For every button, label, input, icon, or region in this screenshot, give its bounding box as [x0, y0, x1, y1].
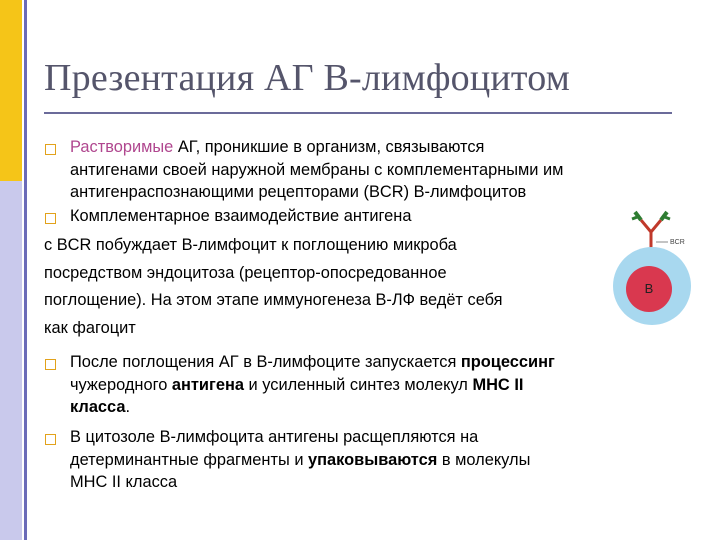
paragraph-4 — [70, 426, 530, 494]
text-span: детерминантные фрагменты и — [70, 450, 309, 469]
title-underline — [44, 112, 672, 114]
bullet-square-icon — [45, 144, 56, 155]
bullet-square-icon — [45, 359, 56, 370]
text-span: чужеродного — [70, 375, 172, 394]
slide-title: Презентация АГ В-лимфоцитом — [44, 57, 570, 99]
text-span: АГ, проникшие в организм, связываются — [173, 138, 485, 156]
bold-term: класса — [70, 398, 126, 416]
bold-term: антигена — [171, 375, 244, 394]
bullet-square-icon — [45, 434, 56, 445]
paragraph-1-line-1 — [70, 136, 563, 159]
highlight-text: Растворимые — [70, 138, 174, 156]
bold-term: МНС II — [472, 375, 524, 394]
antigen-icon — [632, 212, 670, 220]
text-span: и усиленный синтез молекул — [243, 375, 473, 394]
paragraph-1 — [70, 136, 563, 204]
bold-term: процессинг — [460, 353, 555, 371]
paragraph-1-line-3: антигенраспознающими рецепторами (BCR) В-лимфоцитов — [70, 183, 527, 201]
decor-bar-line — [24, 0, 27, 540]
bullet-square-icon — [45, 213, 56, 224]
paragraph-1-line-2: антигенами своей наружной мембраны с комплементарными им — [70, 160, 564, 179]
paragraph-4-line-1: В цитозоле В-лимфоцита антигены расщепляются на — [70, 428, 479, 446]
paragraph-3-line-2 — [70, 374, 555, 397]
paragraph-4-line-3: МНС II класса — [70, 473, 178, 491]
bold-term: упаковываются — [308, 450, 438, 469]
paragraph-3-line-3 — [70, 396, 555, 419]
decor-bar-yellow — [0, 0, 22, 181]
paragraph-2-continuation — [44, 234, 503, 339]
paragraph-2-line-1: Комплементарное взаимодействие антигена — [70, 207, 412, 225]
paragraph-3 — [70, 351, 555, 419]
bcr-label: BCR — [670, 239, 685, 246]
text-span: в молекулы — [437, 450, 531, 469]
decor-bar-lavender — [0, 181, 22, 540]
paragraph-2-line-3: посредством эндоцитоза (рецептор-опосредованное — [44, 263, 447, 282]
text-span: . — [125, 398, 131, 416]
text-span: После поглощения АГ в В-лимфоците запускается — [70, 353, 461, 371]
paragraph-2-line-4: поглощение). На этом этапе иммуногенеза В-ЛФ ведёт себя — [44, 291, 503, 309]
paragraph-2-line-5: как фагоцит — [44, 318, 136, 337]
b-cell-label: B — [644, 281, 654, 296]
paragraph-2-line-2: с BCR побуждает В-лимфоцит к поглощению микроба — [44, 236, 457, 254]
paragraph-3-line-1 — [70, 351, 555, 374]
paragraph-4-line-2 — [70, 449, 530, 472]
